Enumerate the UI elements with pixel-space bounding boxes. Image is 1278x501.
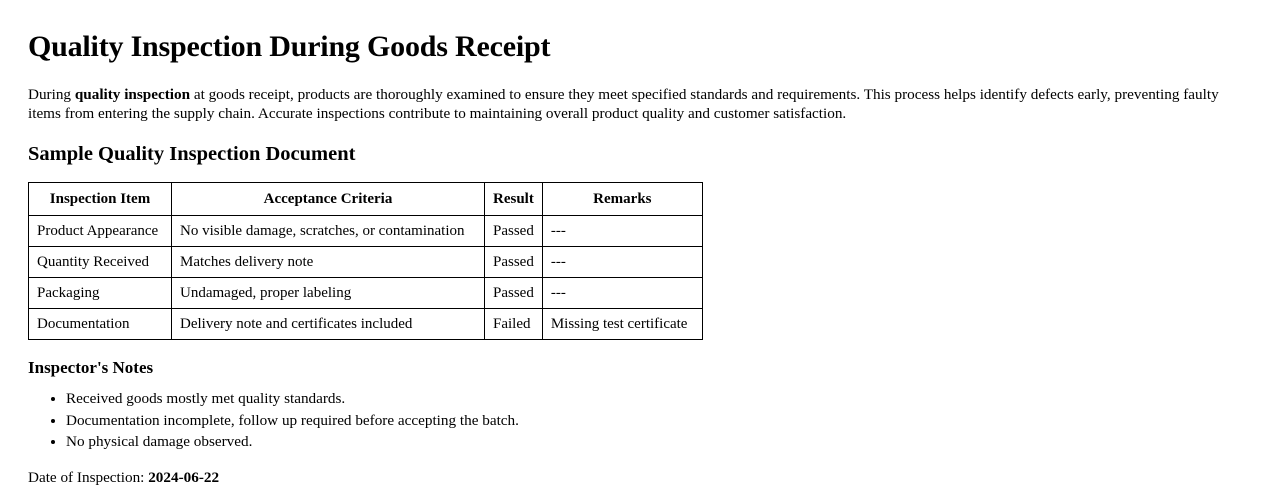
cell-remarks: --- [542,247,702,278]
cell-inspection-item: Quantity Received [29,247,172,278]
cell-result: Failed [485,309,543,340]
cell-acceptance-criteria: Delivery note and certificates included [172,309,485,340]
list-item: • Received goods mostly met quality standards. [66,388,1250,410]
cell-result: Passed [485,278,543,309]
table-header-row [29,183,703,216]
intro-paragraph [28,85,1250,123]
list-item: • No physical damage observed. [66,431,1250,453]
inspector-notes-list [28,388,1250,453]
section-title: Sample Quality Inspection Document [28,143,356,166]
column-header-remarks: Remarks [542,183,702,216]
cell-remarks: --- [542,216,702,247]
column-header-result: Result [485,183,543,216]
cell-inspection-item: Documentation [29,309,172,340]
cell-acceptance-criteria: Matches delivery note [172,247,485,278]
cell-acceptance-criteria: Undamaged, proper labeling [172,278,485,309]
cell-inspection-item: Product Appearance [29,216,172,247]
table-row [29,247,703,278]
cell-acceptance-criteria: No visible damage, scratches, or contamination [172,216,485,247]
table-row [29,309,703,340]
table-row [29,278,703,309]
page-title: Quality Inspection During Goods Receipt [28,30,551,63]
inspection-date-line [28,469,1250,487]
inspection-date-value: 2024-06-22 [148,469,220,487]
intro-text-bold: quality inspection [74,86,191,103]
list-item: • Documentation incomplete, follow up required before accepting the batch. [66,410,1250,432]
notes-title: Inspector's Notes [28,358,154,378]
cell-result: Passed [485,247,543,278]
column-header-acceptance-criteria: Acceptance Criteria [172,183,485,216]
cell-remarks: --- [542,278,702,309]
column-header-inspection-item: Inspection Item [29,183,172,216]
intro-text-after: at goods receipt, products are thoroughly examined to ensure they meet specified standards and requirements. This process helps identify defects early, preventing faulty items from entering the supply chain. Accurate inspections contribute to maintaining overall product quality and customer satisfaction. [28,86,1219,123]
cell-remarks: Missing test certificate [542,309,702,340]
inspection-table [28,182,703,340]
table-row [29,216,703,247]
intro-text-before: During [28,86,75,103]
cell-inspection-item: Packaging [29,278,172,309]
cell-result: Passed [485,216,543,247]
inspection-date-label: Date of Inspection: [28,469,149,487]
